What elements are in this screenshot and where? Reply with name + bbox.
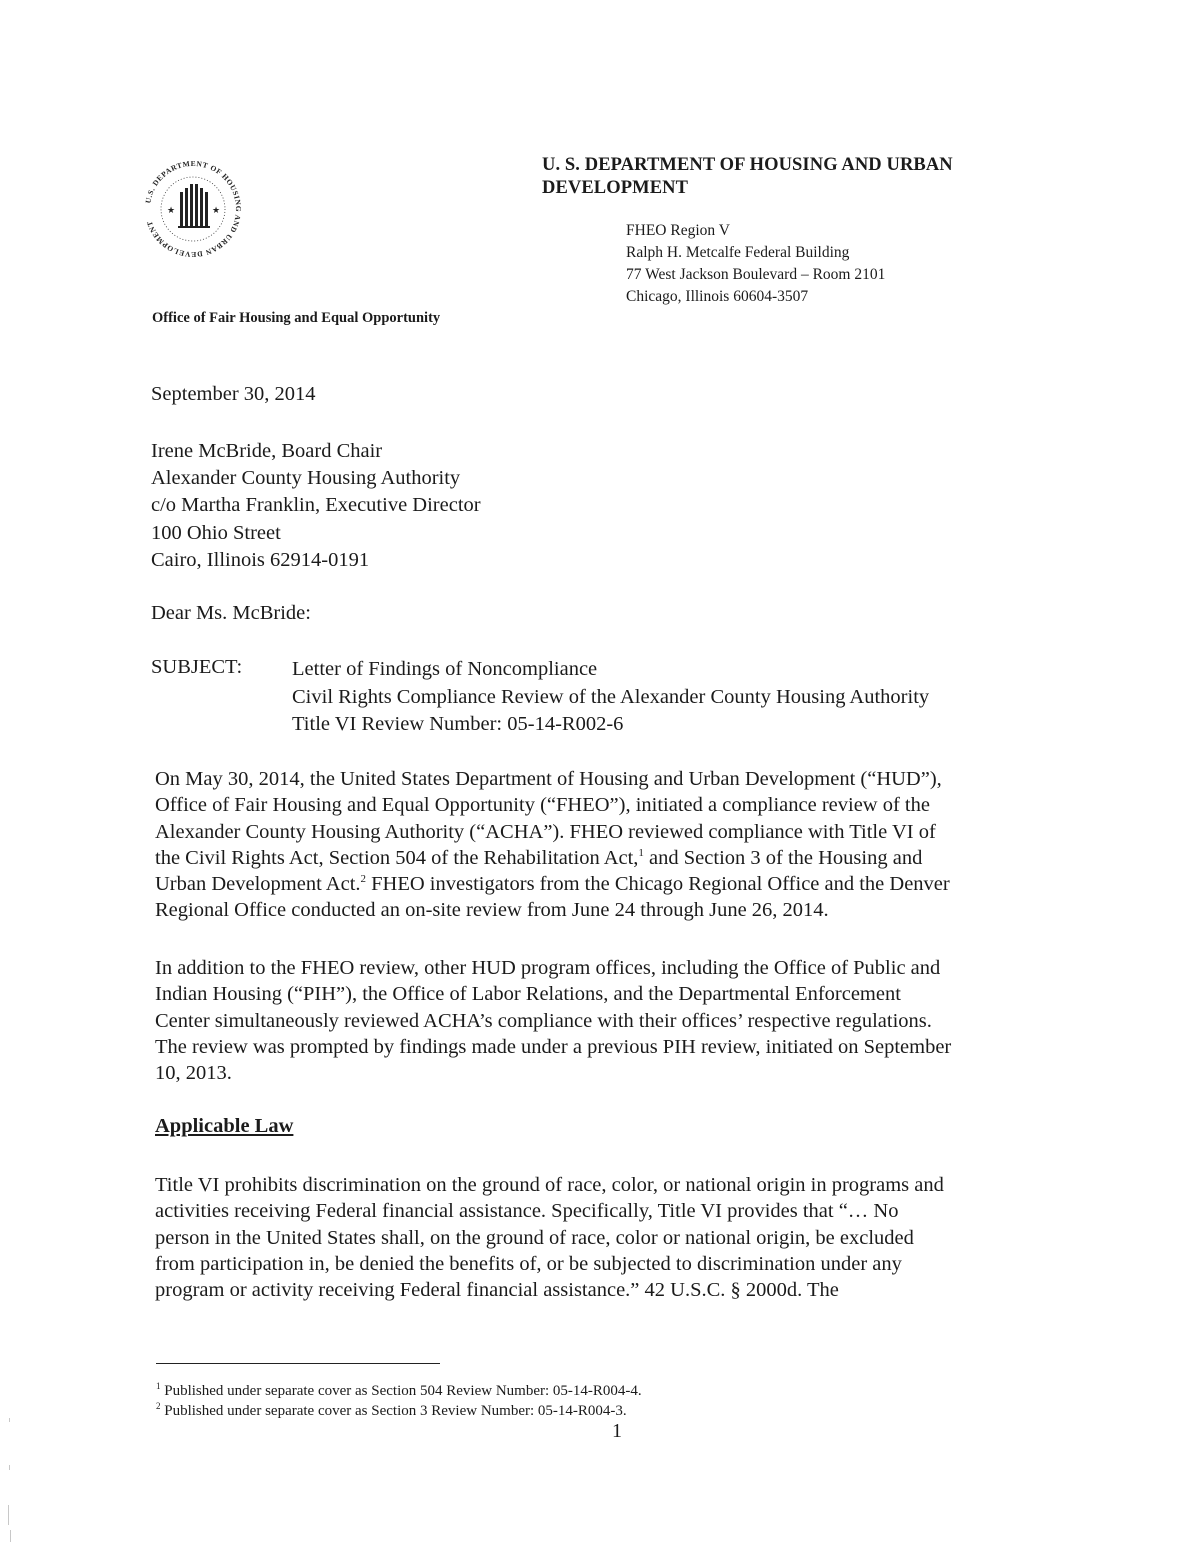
- svg-text:★: ★: [167, 206, 176, 216]
- page-number: 1: [612, 1420, 622, 1442]
- recipient-line: c/o Martha Franklin, Executive Director: [151, 494, 481, 517]
- address-line: Chicago, Illinois 60604-3507: [626, 288, 809, 305]
- address-line: FHEO Region V: [626, 222, 730, 239]
- footnote-reference: 2: [360, 873, 367, 886]
- paragraph-line: Indian Housing (“PIH”), the Office of Labor Relations, and the Departmental Enforcement: [155, 983, 901, 1006]
- line-text: and Section 3 of the Housing and: [643, 846, 923, 869]
- body-paragraph-other-reviews: [155, 955, 1055, 1086]
- address-line: Ralph H. Metcalfe Federal Building: [626, 244, 850, 261]
- footnote-text: Published under separate cover as Section 504 Review Number: 05-14-R004-4.: [160, 1383, 642, 1399]
- subject-label: SUBJECT:: [151, 656, 243, 678]
- hud-seal-logo: [140, 156, 246, 262]
- subject-line: Title VI Review Number: 05-14-R002-6: [292, 713, 624, 735]
- body-paragraph-review-initiation: [155, 766, 1055, 924]
- paragraph-line: Alexander County Housing Authority (“ACHA”). FHEO reviewed compliance with Title VI of: [155, 820, 936, 843]
- address-line: 77 West Jackson Boulevard – Room 2101: [626, 266, 886, 283]
- paragraph-line: In addition to the FHEO review, other HUD program offices, including the Office of Public and: [155, 957, 941, 979]
- paragraph-line: On May 30, 2014, the United States Department of Housing and Urban Development (“HUD”),: [155, 768, 942, 790]
- recipient-line: Alexander County Housing Authority: [151, 467, 461, 490]
- footnote-divider: [156, 1363, 440, 1364]
- department-name: U. S. DEPARTMENT OF HOUSING AND URBAN DEVELOPMENT: [542, 155, 953, 198]
- line-text: FHEO investigators from the Chicago Regional Office and the Denver: [366, 873, 950, 896]
- salutation: Dear Ms. McBride:: [151, 602, 311, 624]
- paragraph-line: Center simultaneously reviewed ACHA’s compliance with their offices’ respective regulations.: [155, 1009, 932, 1032]
- body-paragraph-title-vi: [155, 1172, 1055, 1303]
- recipient-line: Irene McBride, Board Chair: [151, 440, 383, 462]
- svg-text:★: ★: [212, 206, 221, 216]
- footnote-number: 1: [156, 1381, 161, 1391]
- footnote-text: Published under separate cover as Section 3 Review Number: 05-14-R004-3.: [160, 1403, 627, 1419]
- footnote-number: 2: [156, 1401, 161, 1411]
- footnote-reference: 1: [638, 846, 644, 859]
- subject-line: Letter of Findings of Noncompliance: [292, 658, 598, 680]
- letter-date: September 30, 2014: [151, 383, 316, 405]
- recipient-line: 100 Ohio Street: [151, 521, 281, 544]
- recipient-line: Cairo, Illinois 62914-0191: [151, 548, 370, 571]
- paragraph-line: Title VI prohibits discrimination on the ground of race, color, or national origin in programs and: [155, 1174, 944, 1196]
- paragraph-line: [155, 871, 1055, 897]
- office-address: [626, 220, 885, 308]
- subject-block: [292, 656, 929, 739]
- line-text: the Civil Rights Act, Section 504 of the Rehabilitation Act,: [155, 846, 639, 869]
- footnote: [156, 1381, 642, 1401]
- paragraph-line: 10, 2013.: [155, 1062, 232, 1085]
- line-text: Urban Development Act.: [155, 873, 361, 896]
- office-name: Office of Fair Housing and Equal Opportunity: [152, 310, 441, 326]
- paragraph-line: from participation in, be denied the benefits of, or be subjected to discrimination under any: [155, 1252, 902, 1275]
- section-heading: Applicable Law: [155, 1115, 294, 1137]
- paragraph-line: Regional Office conducted an on-site review from June 24 through June 26, 2014.: [155, 899, 829, 922]
- recipient-address-block: [151, 438, 481, 574]
- paragraph-line: activities receiving Federal financial assistance. Specifically, Title VI provides that “… No: [155, 1200, 899, 1223]
- footnote: [156, 1401, 642, 1421]
- footnotes: [156, 1381, 642, 1421]
- paragraph-line: Office of Fair Housing and Equal Opportunity (“FHEO”), initiated a compliance review of the: [155, 794, 930, 817]
- paragraph-line: The review was prompted by findings made under a previous PIH review, initiated on September: [155, 1035, 952, 1058]
- svg-text:U.S. DEPARTMENT OF HOUSING AND: U.S. DEPARTMENT OF HOUSING AND URBAN DEVELOPMENT: [143, 158, 244, 260]
- paragraph-line: [155, 845, 1055, 871]
- paragraph-line: program or activity receiving Federal financial assistance.” 42 U.S.C. § 2000d. The: [155, 1279, 839, 1302]
- paragraph-line: person in the United States shall, on the ground of race, color or national origin, be excluded: [155, 1226, 914, 1249]
- subject-line: Civil Rights Compliance Review of the Alexander County Housing Authority: [292, 685, 930, 708]
